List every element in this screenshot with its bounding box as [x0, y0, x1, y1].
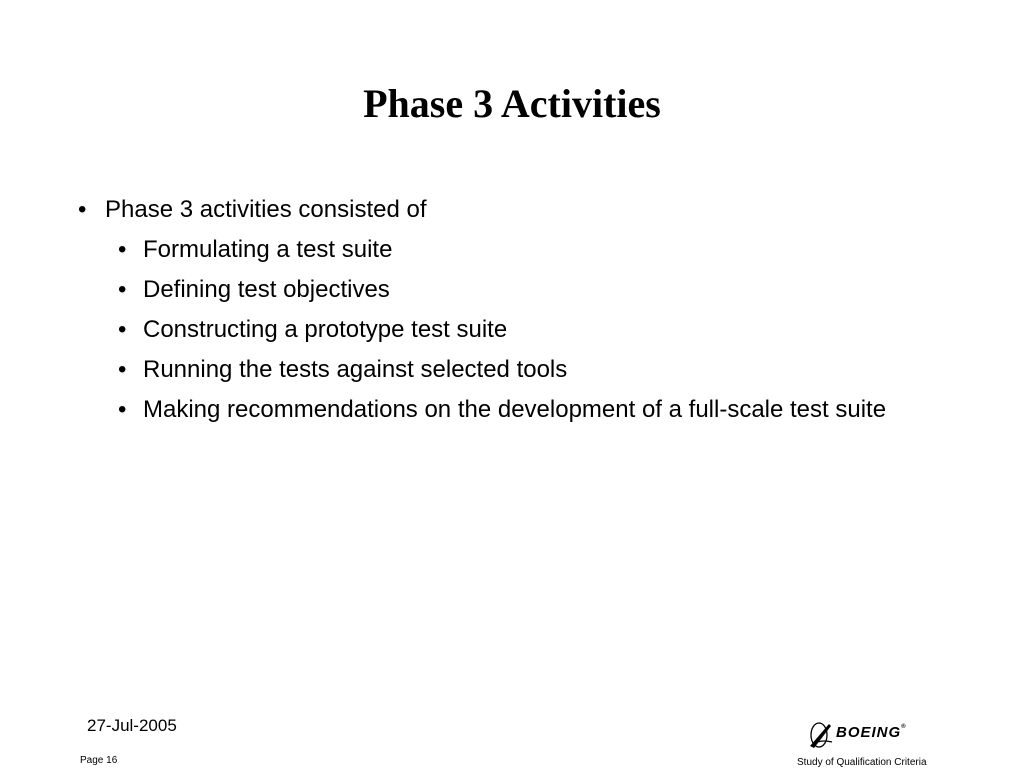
sub-bullet-item — [78, 353, 938, 387]
bullet-dot: • — [118, 396, 127, 423]
sub-bullet-item — [78, 273, 938, 307]
boeing-logo — [808, 718, 958, 752]
bullet-dot: • — [78, 196, 87, 223]
boeing-logo-icon — [808, 718, 834, 752]
bullet-dot: • — [118, 316, 127, 343]
sub-bullet-item — [78, 393, 938, 427]
bullet-text: Running the tests against selected tools — [143, 356, 568, 383]
bullet-dot: • — [118, 356, 127, 383]
bullet-text: Defining test objectives — [143, 276, 390, 303]
bullet-text: Constructing a prototype test suite — [143, 316, 508, 343]
bullet-item — [78, 193, 938, 227]
slide-title: Phase 3 Activities — [363, 81, 661, 126]
sub-bullet-item — [78, 313, 938, 347]
page-number: Page 16 — [80, 755, 118, 766]
registered-mark: ® — [901, 724, 907, 730]
bullet-dot: • — [118, 276, 127, 303]
footer-date: 27-Jul-2005 — [87, 716, 177, 735]
bullet-list — [78, 193, 938, 433]
bullet-text: Formulating a test suite — [143, 236, 393, 263]
boeing-logo-wordmark: BOEING — [836, 724, 902, 741]
sub-bullet-item — [78, 233, 938, 267]
bullet-dot: • — [118, 236, 127, 263]
bullet-text: Phase 3 activities consisted of — [105, 196, 427, 223]
footer-study-title: Study of Qualification Criteria — [797, 757, 927, 768]
boeing-logo-text — [836, 724, 907, 741]
bullet-text: Making recommendations on the development of a full-scale test suite — [143, 396, 887, 423]
